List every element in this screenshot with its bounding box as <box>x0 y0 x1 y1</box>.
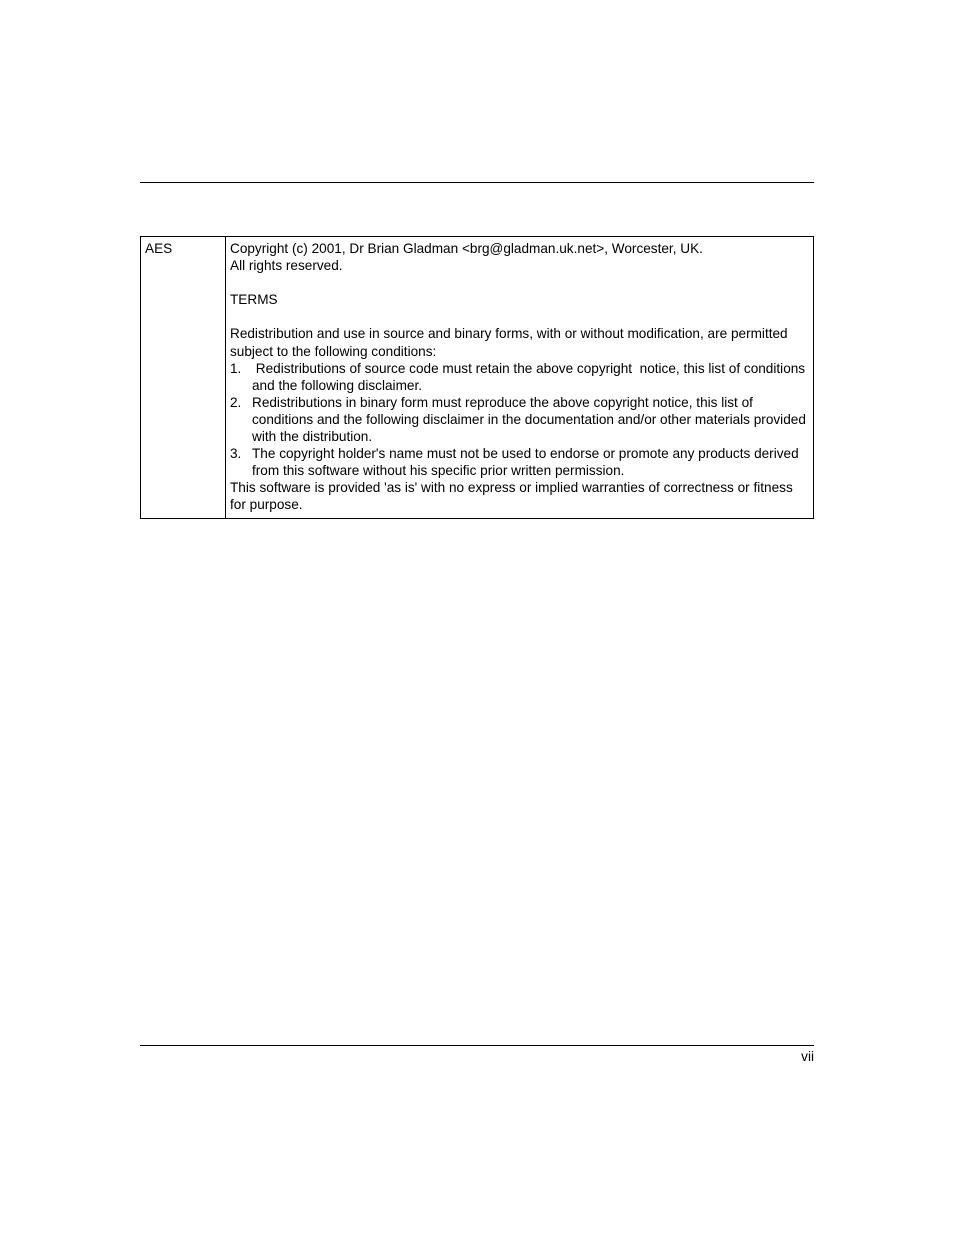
rights-line: All rights reserved. <box>230 258 343 274</box>
disclaimer: This software is provided 'as is' with no express or implied warranties of correctness or fitness for purpose. <box>230 480 793 513</box>
software-name-cell <box>141 237 226 519</box>
condition-number: 2. <box>230 394 242 410</box>
page-number: vii <box>801 1049 814 1064</box>
license-table <box>140 236 814 519</box>
blank-line <box>230 308 809 325</box>
terms-heading: TERMS <box>230 292 278 308</box>
blank-line <box>230 274 809 291</box>
condition-text: Redistributions of source code must retain the above copyright notice, this list of conditions and the following disclaimer. <box>252 360 809 393</box>
table-row <box>141 237 814 519</box>
software-name: AES <box>145 241 173 256</box>
footer-rule <box>140 1045 814 1046</box>
header-rule <box>140 182 814 183</box>
copyright-line: Copyright (c) 2001, Dr Brian Gladman <brg@gladman.uk.net>, Worcester, UK. <box>230 241 703 256</box>
conditions-list <box>230 360 809 480</box>
list-item <box>230 360 809 394</box>
condition-text: Redistributions in binary form must reproduce the above copyright notice, this list of conditions and the following disclaimer in the documentation and/or other materials provided with the distribution. <box>252 394 806 445</box>
condition-number: 3. <box>230 446 242 462</box>
condition-number: 1. <box>230 360 242 376</box>
list-item <box>230 445 809 479</box>
condition-text: The copyright holder's name must not be used to endorse or promote any products derived from this software without his specific prior written permission. <box>252 446 799 479</box>
license-text-cell <box>226 237 814 519</box>
redistribution-intro: Redistribution and use in source and binary forms, with or without modification, are permitted subject to the following conditions: <box>230 326 788 359</box>
list-item <box>230 394 809 445</box>
